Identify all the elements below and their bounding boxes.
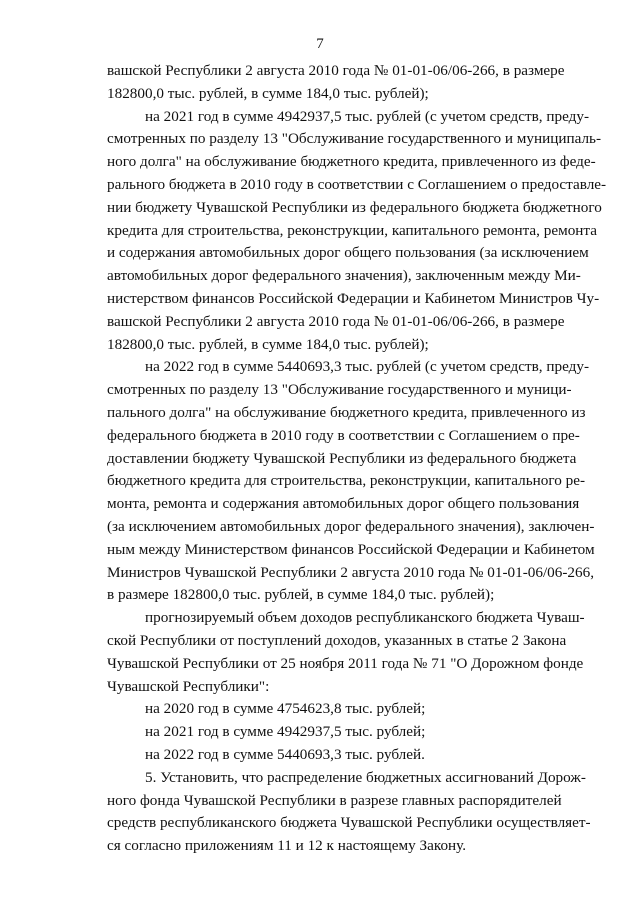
text-line: на 2021 год в сумме 4942937,5 тыс. рублей (с учетом средств, преду- bbox=[145, 107, 590, 125]
text-line: автомобильных дорог федерального значения), заключенным между Ми- bbox=[107, 267, 581, 285]
text-line: вашской Республики 2 августа 2010 года № 01-01-06/06-266, в размере bbox=[107, 312, 565, 330]
text-line: средств республиканского бюджета Чувашской Республики осуществляет- bbox=[107, 814, 591, 832]
paragraph bbox=[107, 106, 607, 357]
text-line: на 2022 год в сумме 5440693,3 тыс. рублей (с учетом средств, преду- bbox=[145, 358, 590, 376]
text-line: нии бюджету Чувашской Республики из федерального бюджета бюджетного bbox=[107, 198, 602, 216]
text-line: 182800,0 тыс. рублей, в сумме 184,0 тыс. рублей); bbox=[107, 84, 429, 102]
text-line: Чувашской Республики от 25 ноября 2011 года № 71 "О Дорожном фонде bbox=[107, 654, 584, 672]
paragraph bbox=[107, 721, 547, 744]
text-line: пального долга" на обслуживание бюджетного кредита, привлеченного из bbox=[107, 403, 586, 421]
text-line: рального бюджета в 2010 году в соответствии с Соглашением о предоставле- bbox=[107, 175, 607, 193]
text-line: в размере 182800,0 тыс. рублей, в сумме 184,0 тыс. рублей); bbox=[107, 586, 495, 604]
paragraph bbox=[107, 744, 547, 767]
text-line: на 2020 год в сумме 4754623,8 тыс. рублей; bbox=[145, 700, 426, 718]
text-line: кредита для строительства, реконструкции, капитального ремонта, ремонта bbox=[107, 221, 597, 239]
text-line: ся согласно приложениям 11 и 12 к настоящему Закону. bbox=[107, 837, 467, 855]
text-line: на 2021 год в сумме 4942937,5 тыс. рублей; bbox=[145, 723, 426, 741]
text-line: на 2022 год в сумме 5440693,3 тыс. рублей. bbox=[145, 745, 425, 763]
text-line: монта, ремонта и содержания автомобильных дорог общего пользования bbox=[107, 495, 580, 513]
text-line: и содержания автомобильных дорог общего пользования (за исключением bbox=[107, 244, 589, 262]
paragraph bbox=[107, 60, 565, 106]
text-line: смотренных по разделу 13 "Обслуживание государственного и муници- bbox=[107, 381, 572, 399]
text-line: нистерством финансов Российской Федерации и Кабинетом Министров Чу- bbox=[107, 289, 600, 307]
page-number: 7 bbox=[316, 36, 324, 52]
text-line: прогнозируемый объем доходов республиканского бюджета Чуваш- bbox=[145, 609, 585, 627]
text-line: ного долга" на обслуживание бюджетного кредита, привлеченного из феде- bbox=[107, 153, 596, 171]
paragraph bbox=[107, 607, 585, 698]
paragraph bbox=[107, 698, 547, 721]
paragraph bbox=[107, 767, 591, 858]
paragraph bbox=[107, 356, 595, 607]
text-line: доставлении бюджету Чувашской Республики из федерального бюджета bbox=[107, 449, 577, 467]
text-line: ным между Министерством финансов Российской Федерации и Кабинетом bbox=[107, 540, 595, 558]
text-line: бюджетного кредита для строительства, реконструкции, капитального ре- bbox=[107, 472, 585, 490]
text-line: (за исключением автомобильных дорог федерального значения), заключен- bbox=[107, 517, 595, 535]
text-line: ской Республики от поступлений доходов, указанных в статье 2 Закона bbox=[107, 631, 567, 649]
text-line: смотренных по разделу 13 "Обслуживание государственного и муниципаль- bbox=[107, 130, 602, 148]
text-line: 182800,0 тыс. рублей, в сумме 184,0 тыс. рублей); bbox=[107, 335, 429, 353]
document-body bbox=[107, 60, 607, 858]
text-line: вашской Республики 2 августа 2010 года № 01-01-06/06-266, в размере bbox=[107, 62, 565, 79]
text-line: Чувашской Республики": bbox=[107, 677, 270, 695]
text-line: ного фонда Чувашской Республики в разрезе главных распорядителей bbox=[107, 791, 562, 809]
text-line: 5. Установить, что распределение бюджетных ассигнований Дорож- bbox=[145, 768, 586, 786]
text-line: федерального бюджета в 2010 году в соответствии с Соглашением о пре- bbox=[107, 426, 580, 444]
text-line: Министров Чувашской Республики 2 августа 2010 года № 01-01-06/06-266, bbox=[107, 563, 595, 581]
